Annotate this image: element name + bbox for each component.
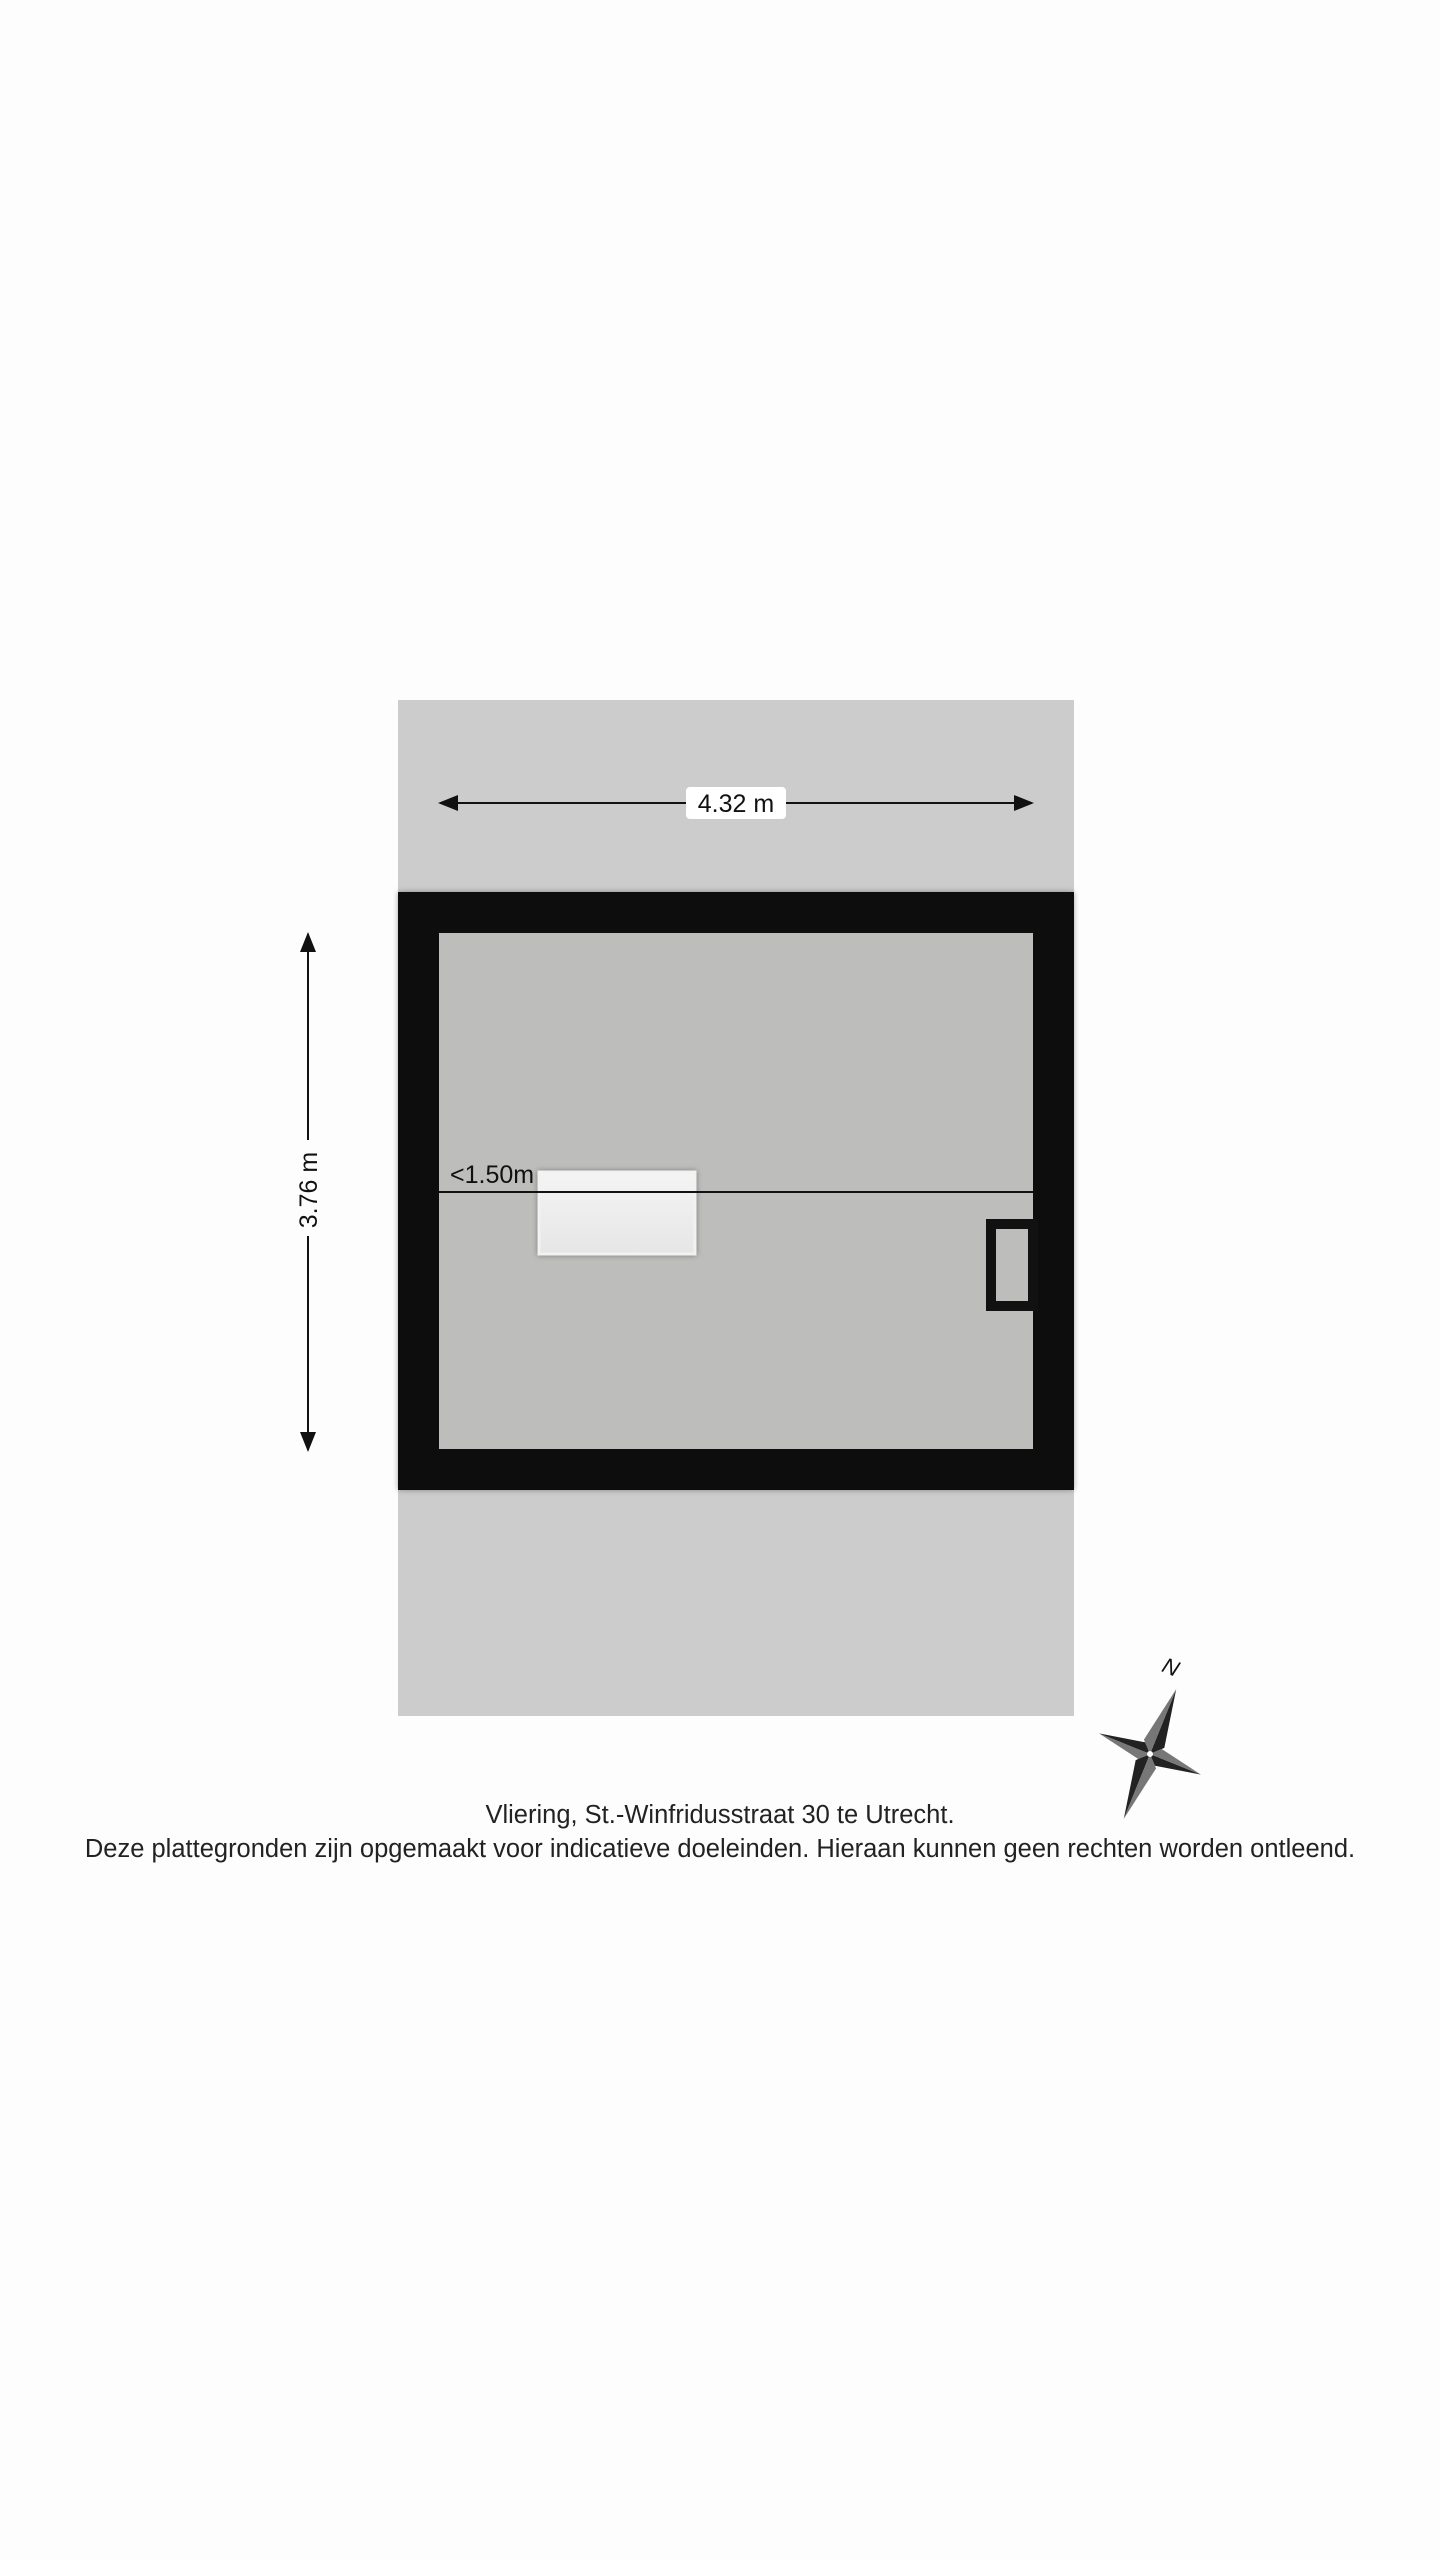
width-dimension-label: 4.32 m bbox=[697, 790, 775, 818]
height-restriction-label: <1.50m bbox=[450, 1161, 535, 1189]
roof-hatch bbox=[539, 1172, 695, 1254]
caption-disclaimer: Deze plattegronden zijn opgemaakt voor indicatieve doeleinden. Hieraan kunnen geen rechten worden ontleend. bbox=[84, 1835, 1356, 1863]
plan-caption bbox=[0, 1798, 1440, 1866]
height-dimension-label: 3.76 m bbox=[295, 1151, 323, 1229]
compass-north-label: N bbox=[1158, 1652, 1183, 1682]
caption-title: Vliering, St.-Winfridusstraat 30 te Utrecht. bbox=[485, 1801, 955, 1829]
